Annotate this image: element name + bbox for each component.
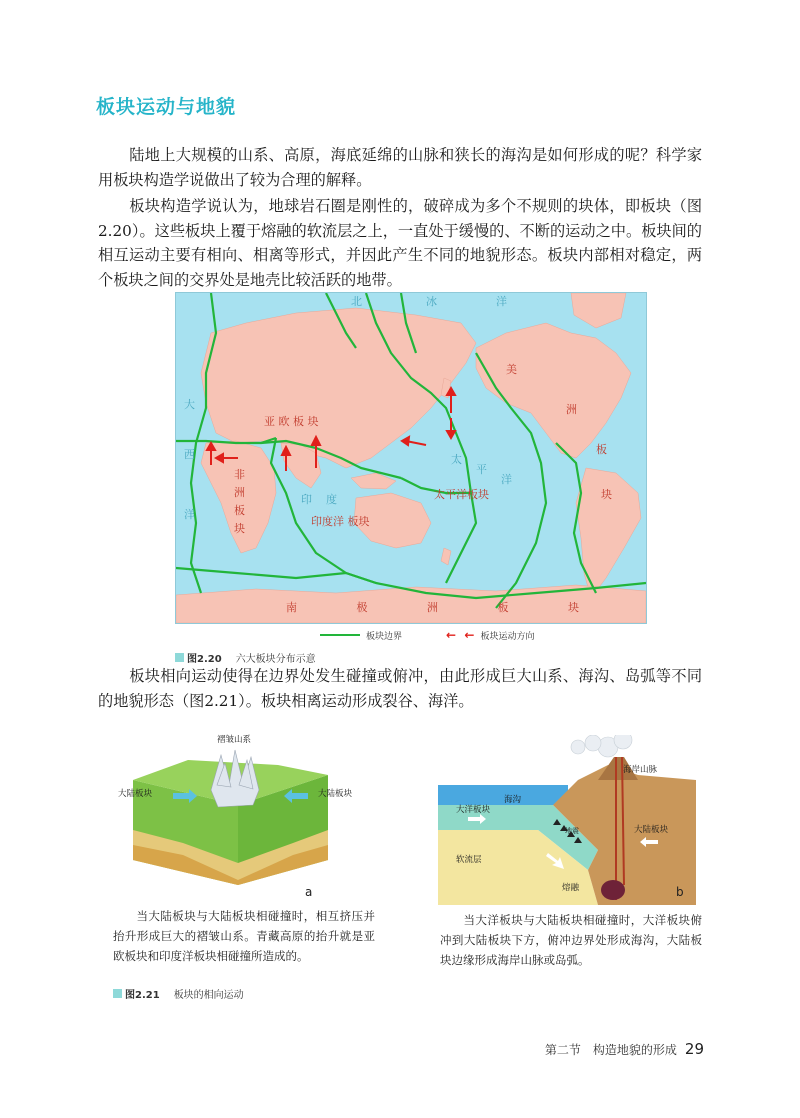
- label-indian: 印度洋 板块: [311, 515, 370, 528]
- label-euroasia: 亚 欧 板 块: [264, 415, 319, 428]
- label-arctic-1: 北: [351, 295, 362, 308]
- footer-section: 第二节 构造地貌的形成: [544, 1043, 677, 1057]
- label-coastal-range: 海岸山脉: [623, 765, 658, 775]
- greenland-land: [571, 293, 626, 328]
- label-continental-plate: 大陆板块: [634, 825, 669, 835]
- label-continental-left: 大陆板块: [118, 789, 153, 799]
- label-pacific-ocean-2: 平: [476, 463, 487, 476]
- label-arctic-2: 冰: [426, 295, 437, 308]
- label-africa-3: 板: [234, 504, 245, 517]
- label-america-4: 块: [601, 488, 612, 501]
- label-earthquake: 地震: [565, 827, 579, 835]
- figure-221-title: 板块的相向运动: [173, 990, 244, 1001]
- label-indian-ocean-1: 印: [301, 493, 312, 506]
- nz-land: [441, 548, 451, 565]
- label-africa-2: 洲: [234, 486, 245, 499]
- figure-220-caption: [175, 650, 316, 665]
- figure-b-subduction: [438, 735, 696, 907]
- paragraph-convergent: 板块相向运动使得在边界处发生碰撞或俯冲，由此形成巨大山系、海沟、岛弧等不同的地貌形态（图2.21）。板块相离运动形成裂谷、海洋。: [98, 667, 702, 710]
- label-fold-mountain: 褶皱山系: [217, 735, 252, 745]
- legend-arrow-icon: ← ←: [446, 628, 475, 642]
- label-atlantic-2: 西: [184, 448, 195, 461]
- label-america-1: 美: [506, 363, 517, 376]
- label-atlantic-1: 大: [184, 398, 195, 411]
- figure-220-title: 六大板块分布示意: [235, 654, 316, 665]
- figure-a-svg: [113, 735, 375, 907]
- label-pacific: 太平洋板块: [434, 488, 489, 501]
- legend-boundary-label: 板块边界: [366, 631, 403, 642]
- paragraph-plate-theory: 板块构造学说认为，地球岩石圈是刚性的，破碎成为多个不规则的块体，即板块（图2.20）。这些板块上覆于熔融的软流层之上，一直处于缓慢的、不断的运动之中。板块间的相互运动主要有相向、相离等形式，并因此产生不同的地貌形态。板块内部相对稳定，两个板块之间的交界处是地壳比较活跃的地带。: [98, 197, 702, 289]
- label-pacific-ocean-1: 太: [451, 453, 462, 466]
- page-footer: [545, 1040, 704, 1058]
- legend-boundary-line: [320, 634, 360, 636]
- paragraph-intro: 陆地上大规模的山系、高原，海底延绵的山脉和狭长的海沟是如何形成的呢？科学家用板块构造学说做出了较为合理的解释。: [98, 146, 702, 189]
- label-america-2: 洲: [566, 403, 577, 416]
- label-melt: 熔融: [562, 883, 580, 893]
- map-legend: [320, 628, 535, 642]
- figure-a-continental-collision: [113, 735, 375, 907]
- legend-direction-label: 板块运动方向: [480, 631, 535, 642]
- label-pacific-ocean-3: 洋: [501, 473, 512, 486]
- figure-a-description: 当大陆板块与大陆板块相碰撞时，相互挤压并抬升形成巨大的褶皱山系。青藏高原的抬升就是亚欧板块和印度洋板块相碰撞所造成的。: [113, 909, 375, 963]
- label-arctic-3: 洋: [496, 295, 507, 308]
- figure-b-description: 当大洋板块与大陆板块相碰撞时，大洋板块俯冲到大陆板块下方，俯冲边界处形成海沟，大陆板块边缘形成海岸山脉或岛弧。: [440, 913, 702, 967]
- label-atlantic-3: 洋: [184, 508, 195, 521]
- plate-map: [175, 292, 647, 624]
- label-trench: 海沟: [504, 795, 522, 805]
- figure-a-letter: a: [305, 885, 313, 899]
- figure-221-caption: [113, 986, 244, 1001]
- label-africa-4: 块: [234, 522, 245, 535]
- caption-marker-icon: [113, 989, 122, 998]
- page-number: 29: [684, 1040, 704, 1058]
- plate-map-svg: [176, 293, 646, 623]
- label-ocean-plate: 大洋板块: [456, 805, 491, 815]
- label-america-3: 板: [596, 443, 607, 456]
- figure-b-letter: b: [676, 885, 684, 899]
- figure-221-number: 图2.21: [125, 990, 160, 1001]
- section-title: 板块运动与地貌: [96, 96, 237, 118]
- figure-220-number: 图2.20: [187, 654, 222, 665]
- label-africa-1: 非: [234, 468, 245, 481]
- label-antarctic: 南 极 洲 板 块: [286, 601, 607, 614]
- label-indian-ocean-2: 度: [326, 493, 337, 506]
- caption-marker-icon: [175, 653, 184, 662]
- label-asthenosphere: 软流层: [456, 855, 482, 865]
- label-continental-right: 大陆板块: [318, 789, 353, 799]
